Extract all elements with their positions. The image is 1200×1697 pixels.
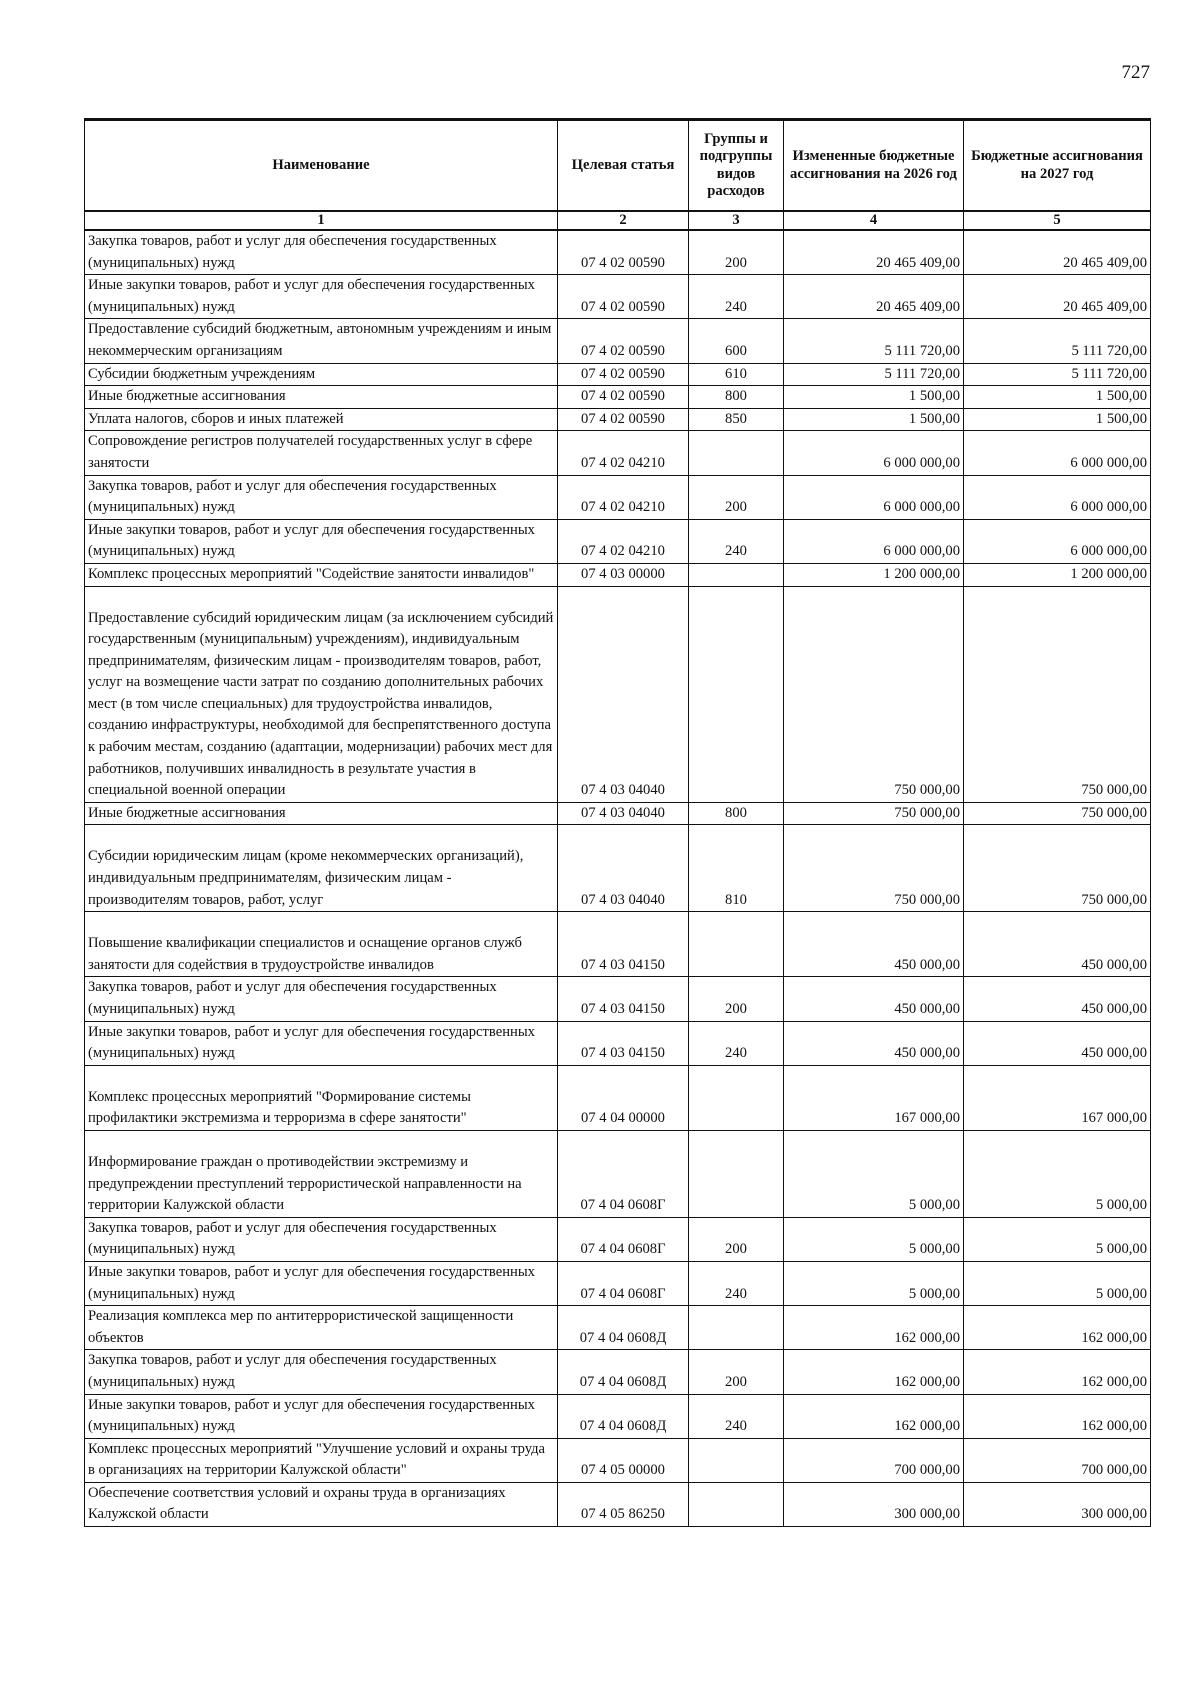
budget-table — [84, 118, 1151, 1527]
row-group-code: 240 — [689, 275, 784, 319]
table-row — [85, 1130, 1151, 1217]
row-amount-2027: 450 000,00 — [964, 977, 1151, 1021]
row-name: Иные закупки товаров, работ и услуг для обеспечения государственных (муниципальных) нужд — [85, 275, 558, 319]
row-target-code: 07 4 04 0608Д — [558, 1350, 689, 1394]
row-amount-2027: 1 500,00 — [964, 386, 1151, 409]
row-name: Субсидии бюджетным учреждениям — [85, 363, 558, 386]
row-target-code: 07 4 04 0608Г — [558, 1130, 689, 1217]
row-amount-2027: 167 000,00 — [964, 1065, 1151, 1130]
column-number: 1 — [85, 211, 558, 230]
row-target-code: 07 4 02 00590 — [558, 386, 689, 409]
table-row — [85, 1065, 1151, 1130]
table-body — [85, 230, 1151, 1527]
table-row — [85, 230, 1151, 275]
row-group-code: 810 — [689, 825, 784, 912]
row-amount-2027: 6 000 000,00 — [964, 519, 1151, 563]
row-amount-2026: 162 000,00 — [784, 1306, 964, 1350]
row-group-code — [689, 912, 784, 977]
row-group-code: 200 — [689, 1350, 784, 1394]
row-name: Иные бюджетные ассигнования — [85, 802, 558, 825]
page-number: 727 — [1121, 62, 1150, 83]
row-name: Закупка товаров, работ и услуг для обеспечения государственных (муниципальных) нужд — [85, 977, 558, 1021]
header-target: Целевая статья — [558, 120, 689, 212]
table-row — [85, 386, 1151, 409]
table-row — [85, 431, 1151, 475]
row-group-code: 200 — [689, 230, 784, 275]
row-amount-2026: 6 000 000,00 — [784, 431, 964, 475]
row-name: Закупка товаров, работ и услуг для обеспечения государственных (муниципальных) нужд — [85, 1217, 558, 1261]
row-target-code: 07 4 02 04210 — [558, 431, 689, 475]
row-target-code: 07 4 04 0608Д — [558, 1394, 689, 1438]
row-amount-2027: 750 000,00 — [964, 802, 1151, 825]
row-name: Реализация комплекса мер по антитеррористической защищенности объектов — [85, 1306, 558, 1350]
row-group-code: 200 — [689, 1217, 784, 1261]
row-target-code: 07 4 02 00590 — [558, 275, 689, 319]
row-target-code: 07 4 02 00590 — [558, 363, 689, 386]
row-name: Закупка товаров, работ и услуг для обеспечения государственных (муниципальных) нужд — [85, 230, 558, 275]
column-number: 3 — [689, 211, 784, 230]
row-group-code — [689, 563, 784, 586]
row-group-code — [689, 431, 784, 475]
column-number-row — [85, 211, 1151, 230]
row-group-code: 200 — [689, 475, 784, 519]
row-name: Сопровождение регистров получателей государственных услуг в сфере занятости — [85, 431, 558, 475]
row-group-code: 600 — [689, 319, 784, 363]
row-name: Закупка товаров, работ и услуг для обеспечения государственных (муниципальных) нужд — [85, 1350, 558, 1394]
row-name: Повышение квалификации специалистов и оснащение органов служб занятости для содействия в трудоустройстве инвалидов — [85, 912, 558, 977]
row-name: Обеспечение соответствия условий и охраны труда в организациях Калужской области — [85, 1482, 558, 1526]
row-amount-2026: 750 000,00 — [784, 802, 964, 825]
row-target-code: 07 4 03 04040 — [558, 586, 689, 802]
table-row — [85, 1217, 1151, 1261]
row-amount-2027: 5 000,00 — [964, 1130, 1151, 1217]
row-amount-2026: 6 000 000,00 — [784, 475, 964, 519]
table-row — [85, 977, 1151, 1021]
row-amount-2026: 750 000,00 — [784, 586, 964, 802]
row-amount-2026: 162 000,00 — [784, 1394, 964, 1438]
header-name: Наименование — [85, 120, 558, 212]
row-amount-2027: 750 000,00 — [964, 825, 1151, 912]
row-group-code: 240 — [689, 519, 784, 563]
row-group-code — [689, 1065, 784, 1130]
row-amount-2027: 450 000,00 — [964, 912, 1151, 977]
row-amount-2026: 20 465 409,00 — [784, 230, 964, 275]
row-amount-2027: 6 000 000,00 — [964, 475, 1151, 519]
row-group-code: 610 — [689, 363, 784, 386]
row-target-code: 07 4 03 04150 — [558, 977, 689, 1021]
row-group-code: 240 — [689, 1261, 784, 1305]
row-amount-2026: 5 000,00 — [784, 1130, 964, 1217]
row-amount-2026: 1 200 000,00 — [784, 563, 964, 586]
table-row — [85, 825, 1151, 912]
row-target-code: 07 4 04 0608Д — [558, 1306, 689, 1350]
row-name: Закупка товаров, работ и услуг для обеспечения государственных (муниципальных) нужд — [85, 475, 558, 519]
row-group-code: 200 — [689, 977, 784, 1021]
row-name: Иные закупки товаров, работ и услуг для обеспечения государственных (муниципальных) нужд — [85, 1021, 558, 1065]
header-row — [85, 120, 1151, 212]
header-groups: Группы и подгруппы видов расходов — [689, 120, 784, 212]
row-amount-2026: 20 465 409,00 — [784, 275, 964, 319]
row-group-code: 850 — [689, 408, 784, 431]
row-amount-2027: 5 111 720,00 — [964, 363, 1151, 386]
row-target-code: 07 4 05 00000 — [558, 1438, 689, 1482]
row-amount-2027: 750 000,00 — [964, 586, 1151, 802]
row-amount-2027: 5 000,00 — [964, 1217, 1151, 1261]
column-number: 5 — [964, 211, 1151, 230]
row-amount-2027: 162 000,00 — [964, 1394, 1151, 1438]
row-amount-2026: 700 000,00 — [784, 1438, 964, 1482]
row-name: Иные закупки товаров, работ и услуг для обеспечения государственных (муниципальных) нужд — [85, 1261, 558, 1305]
row-amount-2027: 162 000,00 — [964, 1350, 1151, 1394]
row-amount-2026: 5 000,00 — [784, 1261, 964, 1305]
row-amount-2026: 750 000,00 — [784, 825, 964, 912]
row-target-code: 07 4 03 04150 — [558, 1021, 689, 1065]
row-amount-2026: 450 000,00 — [784, 977, 964, 1021]
row-group-code: 240 — [689, 1021, 784, 1065]
row-amount-2027: 20 465 409,00 — [964, 275, 1151, 319]
table-row — [85, 802, 1151, 825]
row-name: Комплекс процессных мероприятий "Улучшение условий и охраны труда в организациях на территории Калужской области" — [85, 1438, 558, 1482]
row-amount-2027: 5 111 720,00 — [964, 319, 1151, 363]
row-target-code: 07 4 02 00590 — [558, 408, 689, 431]
table-row — [85, 1021, 1151, 1065]
row-amount-2027: 300 000,00 — [964, 1482, 1151, 1526]
row-group-code — [689, 1482, 784, 1526]
row-target-code: 07 4 03 00000 — [558, 563, 689, 586]
row-target-code: 07 4 03 04040 — [558, 802, 689, 825]
row-amount-2026: 167 000,00 — [784, 1065, 964, 1130]
row-name: Предоставление субсидий бюджетным, автономным учреждениям и иным некоммерческим организациям — [85, 319, 558, 363]
table-row — [85, 1438, 1151, 1482]
row-group-code — [689, 1130, 784, 1217]
row-amount-2027: 5 000,00 — [964, 1261, 1151, 1305]
row-target-code: 07 4 03 04040 — [558, 825, 689, 912]
column-number: 2 — [558, 211, 689, 230]
table-row — [85, 408, 1151, 431]
row-amount-2027: 450 000,00 — [964, 1021, 1151, 1065]
table-row — [85, 1350, 1151, 1394]
row-name: Субсидии юридическим лицам (кроме некоммерческих организаций), индивидуальным предпринимателям, физическим лицам - производителям товаров, работ, услуг — [85, 825, 558, 912]
table-row — [85, 519, 1151, 563]
row-name: Комплекс процессных мероприятий "Формирование системы профилактики экстремизма и терроризма в сфере занятости" — [85, 1065, 558, 1130]
table-row — [85, 912, 1151, 977]
row-target-code: 07 4 02 00590 — [558, 319, 689, 363]
table-row — [85, 363, 1151, 386]
row-amount-2026: 300 000,00 — [784, 1482, 964, 1526]
row-amount-2026: 5 111 720,00 — [784, 363, 964, 386]
row-name: Иные закупки товаров, работ и услуг для обеспечения государственных (муниципальных) нужд — [85, 519, 558, 563]
table-row — [85, 586, 1151, 802]
row-amount-2027: 162 000,00 — [964, 1306, 1151, 1350]
row-amount-2027: 6 000 000,00 — [964, 431, 1151, 475]
row-target-code: 07 4 02 04210 — [558, 475, 689, 519]
row-amount-2026: 450 000,00 — [784, 912, 964, 977]
row-name: Уплата налогов, сборов и иных платежей — [85, 408, 558, 431]
row-amount-2027: 1 200 000,00 — [964, 563, 1151, 586]
row-amount-2026: 5 000,00 — [784, 1217, 964, 1261]
header-amount-2026: Измененные бюджетные ассигнования на 2026 год — [784, 120, 964, 212]
row-name: Иные закупки товаров, работ и услуг для обеспечения государственных (муниципальных) нужд — [85, 1394, 558, 1438]
row-target-code: 07 4 02 00590 — [558, 230, 689, 275]
row-amount-2026: 1 500,00 — [784, 408, 964, 431]
row-group-code: 800 — [689, 802, 784, 825]
row-target-code: 07 4 04 0608Г — [558, 1217, 689, 1261]
table-row — [85, 275, 1151, 319]
row-target-code: 07 4 03 04150 — [558, 912, 689, 977]
row-group-code: 240 — [689, 1394, 784, 1438]
row-amount-2026: 450 000,00 — [784, 1021, 964, 1065]
table-row — [85, 1482, 1151, 1526]
row-amount-2026: 1 500,00 — [784, 386, 964, 409]
row-target-code: 07 4 05 86250 — [558, 1482, 689, 1526]
row-amount-2026: 5 111 720,00 — [784, 319, 964, 363]
row-name: Комплекс процессных мероприятий "Содействие занятости инвалидов" — [85, 563, 558, 586]
table-row — [85, 1306, 1151, 1350]
row-group-code — [689, 586, 784, 802]
row-amount-2027: 1 500,00 — [964, 408, 1151, 431]
row-target-code: 07 4 04 0608Г — [558, 1261, 689, 1305]
row-group-code: 800 — [689, 386, 784, 409]
row-name: Иные бюджетные ассигнования — [85, 386, 558, 409]
table-row — [85, 1394, 1151, 1438]
table-row — [85, 563, 1151, 586]
row-target-code: 07 4 02 04210 — [558, 519, 689, 563]
table-row — [85, 319, 1151, 363]
row-name: Информирование граждан о противодействии экстремизму и предупреждении преступлений террористической направленности на территории Калужской области — [85, 1130, 558, 1217]
row-group-code — [689, 1306, 784, 1350]
row-amount-2026: 162 000,00 — [784, 1350, 964, 1394]
table-row — [85, 475, 1151, 519]
row-name: Предоставление субсидий юридическим лицам (за исключением субсидий государственным (муниципальным) учреждениям), индивидуальным предпринимателям, физическим лицам - производителям товаров, работ, услуг на возмещение части затрат по созданию дополнительных рабочих мест (в том числе специальных) для трудоустройства инвалидов, созданию инфраструктуры, необходимой для беспрепятственного доступа к рабочим местам, созданию (адаптации, модернизации) рабочих мест для работников, получивших инвалидность в результате участия в специальной военной операции — [85, 586, 558, 802]
row-amount-2027: 700 000,00 — [964, 1438, 1151, 1482]
column-number: 4 — [784, 211, 964, 230]
row-amount-2026: 6 000 000,00 — [784, 519, 964, 563]
table-row — [85, 1261, 1151, 1305]
row-target-code: 07 4 04 00000 — [558, 1065, 689, 1130]
row-amount-2027: 20 465 409,00 — [964, 230, 1151, 275]
row-group-code — [689, 1438, 784, 1482]
header-amount-2027: Бюджетные ассигнования на 2027 год — [964, 120, 1151, 212]
